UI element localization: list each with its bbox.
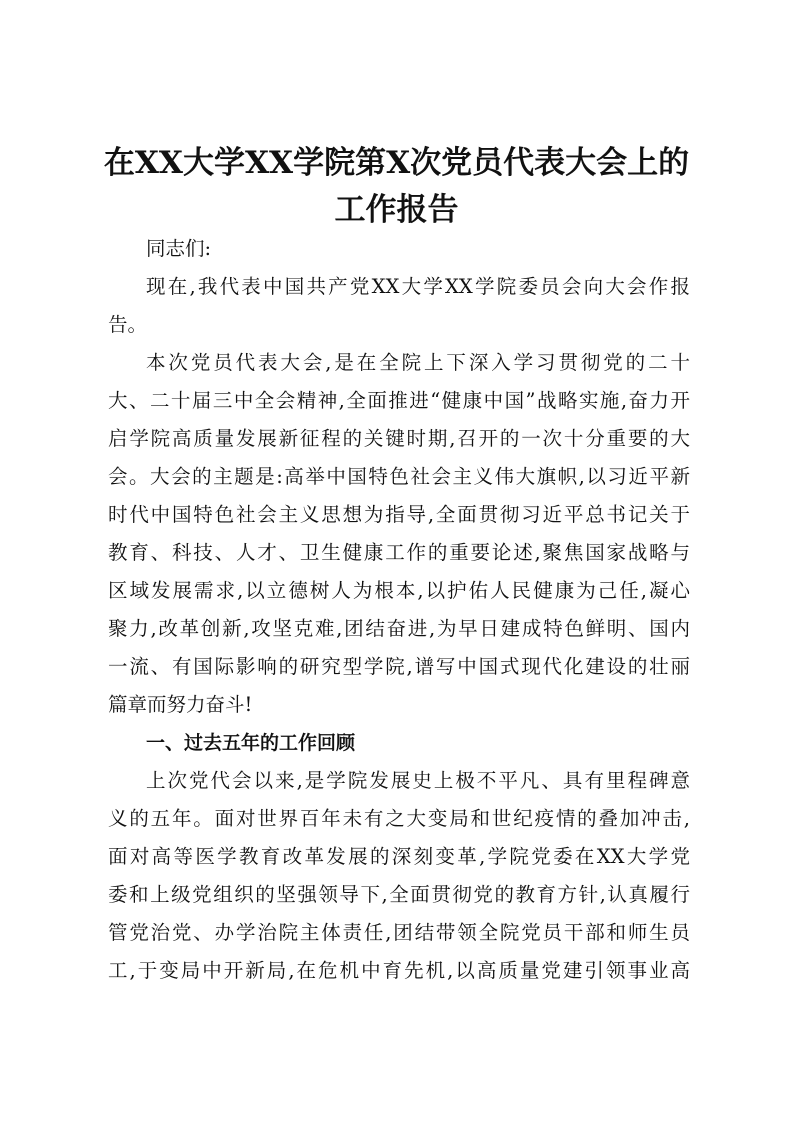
paragraph-line: 启学院高质量发展新征程的关键时期,召开的一次十分重要的大	[108, 427, 690, 450]
salutation: 同志们:	[146, 237, 212, 260]
paragraph-line: 会。大会的主题是:高举中国特色社会主义伟大旗帜,以习近平新	[108, 465, 690, 488]
paragraph-line: 本次党员代表大会,是在全院上下深入学习贯彻党的二十	[146, 351, 690, 374]
section-heading: 一、过去五年的工作回顾	[146, 732, 356, 754]
paragraph-line: 聚力,改革创新,攻坚克难,团结奋进,为早日建成特色鲜明、国内	[108, 617, 690, 640]
paragraph-line: 义的五年。面对世界百年未有之大变局和世纪疫情的叠加冲击,	[108, 807, 690, 830]
paragraph-line: 大、二十届三中全会精神,全面推进“健康中国”战略实施,奋力开	[108, 389, 690, 412]
document-title-line-2: 工作报告	[334, 192, 459, 228]
paragraph-line: 篇章而努力奋斗!	[108, 693, 253, 716]
paragraph-line: 委和上级党组织的坚强领导下,全面贯彻党的教育方针,认真履行	[108, 883, 690, 906]
paragraph-line: 区域发展需求,以立德树人为根本,以护佑人民健康为己任,凝心	[108, 579, 690, 602]
paragraph-line: 一流、有国际影响的研究型学院,谱写中国式现代化建设的壮丽	[108, 655, 690, 678]
paragraph-line: 管党治党、办学治院主体责任,团结带领全院党员干部和师生员	[108, 921, 690, 944]
document-title-line-1: 在XX大学XX学院第X次党员代表大会上的	[103, 145, 690, 181]
paragraph-line: 面对高等医学教育改革发展的深刻变革,学院党委在XX大学党	[108, 845, 690, 868]
paragraph-line: 上次党代会以来,是学院发展史上极不平凡、具有里程碑意	[146, 769, 690, 792]
paragraph-line: 告。	[108, 313, 148, 336]
paragraph-line: 工,于变局中开新局,在危机中育先机,以高质量党建引领事业高	[108, 959, 690, 982]
paragraph-line: 现在,我代表中国共产党XX大学XX学院委员会向大会作报	[146, 275, 690, 298]
paragraph-line: 教育、科技、人才、卫生健康工作的重要论述,聚焦国家战略与	[108, 541, 690, 564]
paragraph-line: 时代中国特色社会主义思想为指导,全面贯彻习近平总书记关于	[108, 503, 690, 526]
